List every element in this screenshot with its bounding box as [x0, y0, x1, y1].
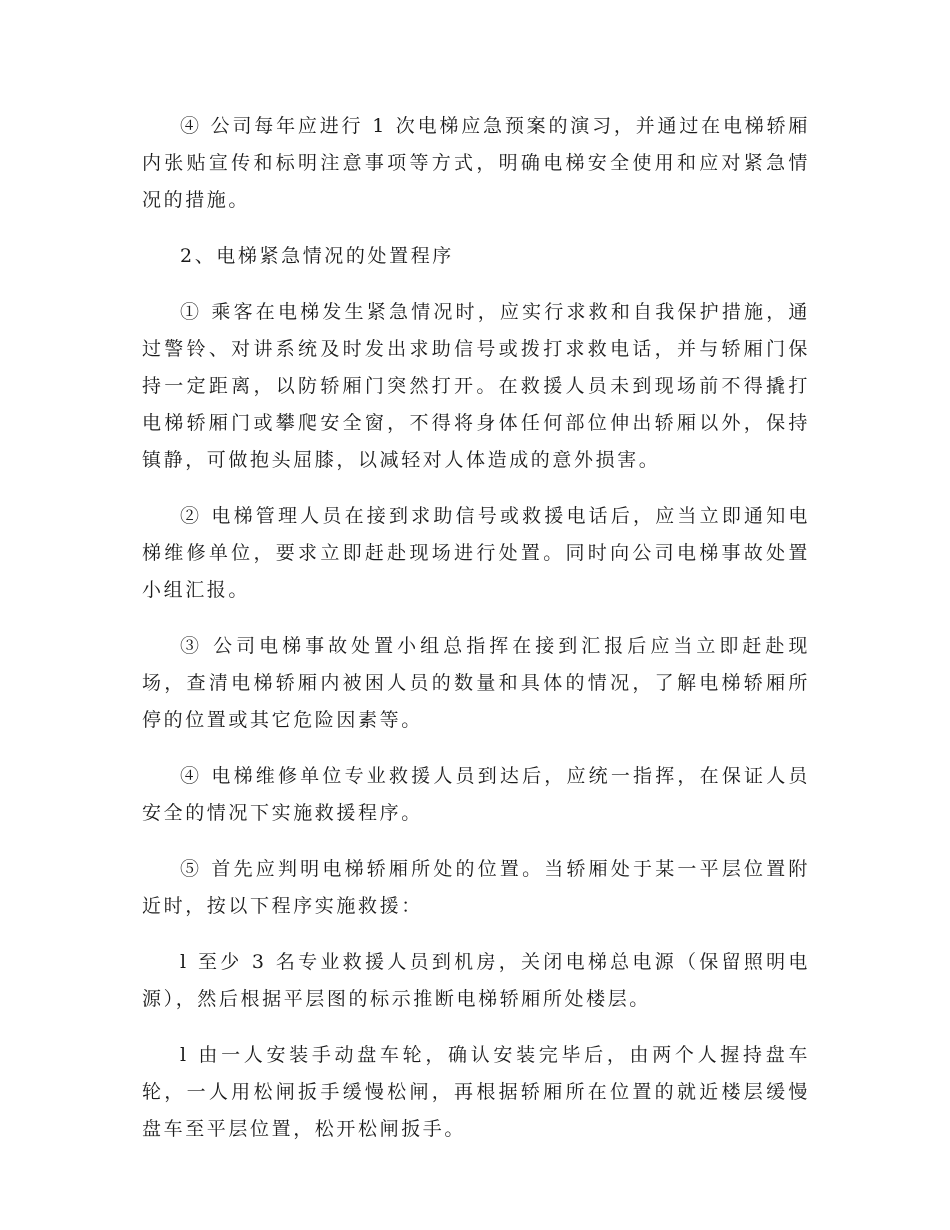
paragraph-drill: ④ 公司每年应进行 1 次电梯应急预案的演习，并通过在电梯轿厢内张贴宣传和标明注意事项等方式，明确电梯安全使用和应对紧急情况的措施。: [142, 115, 810, 211]
section-heading: 2、电梯紧急情况的处置程序: [180, 245, 454, 267]
list-item-handwheel: l 由一人安装手动盘车轮，确认安装完毕后，由两个人握持盘车轮，一人用松闸扳手缓慢松闸，再根据轿厢所在位置的就近楼层缓慢盘车至平层位置，松开松闸扳手。: [142, 1044, 810, 1140]
paragraph-position: ⑤ 首先应判明电梯轿厢所处的位置。当轿厢处于某一平层位置附近时，按以下程序实施救援：: [142, 858, 810, 917]
paragraph-rescuers: ④ 电梯维修单位专业救援人员到达后，应统一指挥，在保证人员安全的情况下实施救援程序。: [142, 765, 810, 824]
paragraph-manager: ② 电梯管理人员在接到求助信号或救援电话后，应当立即通知电梯维修单位，要求立即赶赴现场进行处置。同时向公司电梯事故处置小组汇报。: [142, 505, 810, 601]
paragraph-commander: ③ 公司电梯事故处置小组总指挥在接到汇报后应当立即赶赴现场，查清电梯轿厢内被困人员的数量和具体的情况，了解电梯轿厢所停的位置或其它危险因素等。: [142, 635, 810, 731]
paragraph-passenger: ① 乘客在电梯发生紧急情况时，应实行求救和自我保护措施，通过警铃、对讲系统及时发出求助信号或拨打求救电话，并与轿厢门保持一定距离，以防轿厢门突然打开。在救援人员未到现场前不得撬打电梯轿厢门或攀爬安全窗，不得将身体任何部位伸出轿厢以外，保持镇静，可做抱头屈膝，以减轻对人体造成的意外损害。: [142, 301, 810, 471]
document-body: [142, 108, 810, 1167]
list-item-power: l 至少 3 名专业救援人员到机房，关闭电梯总电源（保留照明电源），然后根据平层图的标示推断电梯轿厢所处楼层。: [142, 951, 810, 1010]
